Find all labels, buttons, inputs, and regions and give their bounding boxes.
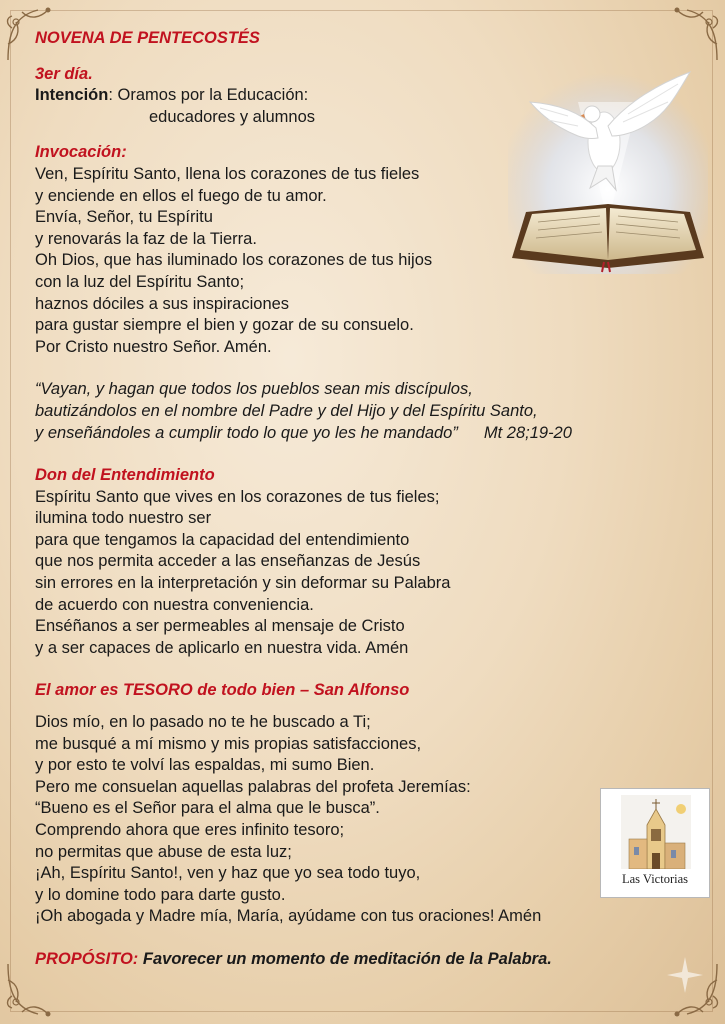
quote-line: “Vayan, y hagan que todos los pueblos sean mis discípulos, (35, 380, 473, 399)
intention-line (35, 85, 675, 107)
gift-line: para que tengamos la capacidad del entendimiento (35, 530, 410, 549)
quote-reference: Mt 28;19-20 (483, 423, 572, 442)
purpose-line (35, 949, 675, 971)
quote-line: bautizándolos en el nombre del Padre y del Hijo y del Espíritu Santo, (35, 401, 538, 420)
invocation-line: para gustar siempre el bien y gozar de su consuelo. (35, 316, 414, 335)
quote-line: y enseñándoles a cumplir todo lo que yo les he mandado” (35, 423, 458, 442)
scripture-quote (35, 379, 675, 444)
gift-line: ilumina todo nuestro ser (35, 509, 212, 528)
treasure-line: y lo domine todo para darte gusto. (35, 885, 286, 904)
gift-line: que nos permita acceder a las enseñanzas de Jesús (35, 552, 421, 571)
invocation-line: y enciende en ellos el fuego de tu amor. (35, 186, 327, 205)
purpose-text: Favorecer un momento de meditación de la Palabra. (138, 949, 552, 968)
church-logo (600, 788, 710, 898)
treasure-line: me busqué a mí mismo y mis propias satisfacciones, (35, 734, 422, 753)
treasure-line: ¡Oh abogada y Madre mía, María, ayúdame con tus oraciones! Amén (35, 907, 542, 926)
invocation-line: Envía, Señor, tu Espíritu (35, 208, 213, 227)
sparkle-icon (665, 955, 705, 995)
treasure-line: Dios mío, en lo pasado no te he buscado a Ti; (35, 713, 371, 732)
invocation-line: haznos dóciles a sus inspiraciones (35, 294, 290, 313)
gift-line: sin errores en la interpretación y sin deformar su Palabra (35, 574, 451, 593)
gift-line: Espíritu Santo que vives en los corazones de tus fieles; (35, 487, 440, 506)
purpose-label: PROPÓSITO: (35, 949, 139, 968)
treasure-text (35, 712, 675, 928)
invocation-text (35, 164, 675, 358)
quote-line-last (35, 423, 675, 445)
church-tower-image (621, 795, 691, 869)
document-body (35, 28, 675, 971)
logo-caption: Las Victorias (621, 872, 688, 886)
invocation-line: Por Cristo nuestro Señor. Amén. (35, 337, 272, 356)
day-label: 3er día. (35, 64, 93, 83)
treasure-line: no permitas que abuse de esta luz; (35, 842, 292, 861)
intention-label: Intención (35, 86, 109, 105)
gift-line: y a ser capaces de aplicarlo en nuestra vida. Amén (35, 638, 409, 657)
invocation-line: y renovarás la faz de la Tierra. (35, 229, 257, 248)
treasure-line: ¡Ah, Espíritu Santo!, ven y haz que yo sea todo tuyo, (35, 864, 421, 883)
page-title: NOVENA DE PENTECOSTÉS (35, 29, 260, 47)
treasure-heading: El amor es TESORO de todo bien – San Alfonso (35, 681, 410, 700)
gift-heading: Don del Entendimiento (35, 466, 215, 485)
treasure-line: “Bueno es el Señor para el alma que le busca”. (35, 799, 380, 818)
intention-text: : Oramos por la Educación: (108, 86, 309, 105)
treasure-line: y por esto te volví las espaldas, mi sumo Bien. (35, 756, 375, 775)
treasure-line: Pero me consuelan aquellas palabras del profeta Jeremías: (35, 777, 471, 796)
gift-text (35, 487, 675, 660)
gift-line: de acuerdo con nuestra conveniencia. (35, 595, 314, 614)
gift-line: Enséñanos a ser permeables al mensaje de Cristo (35, 617, 405, 636)
invocation-line: con la luz del Espíritu Santo; (35, 272, 245, 291)
invocation-heading: Invocación: (35, 143, 127, 162)
invocation-line: Oh Dios, que has iluminado los corazones de tus hijos (35, 251, 433, 270)
treasure-line: Comprendo ahora que eres infinito tesoro; (35, 821, 345, 839)
invocation-line: Ven, Espíritu Santo, llena los corazones de tus fieles (35, 164, 420, 183)
intention-text-2: educadores y alumnos (149, 107, 316, 126)
